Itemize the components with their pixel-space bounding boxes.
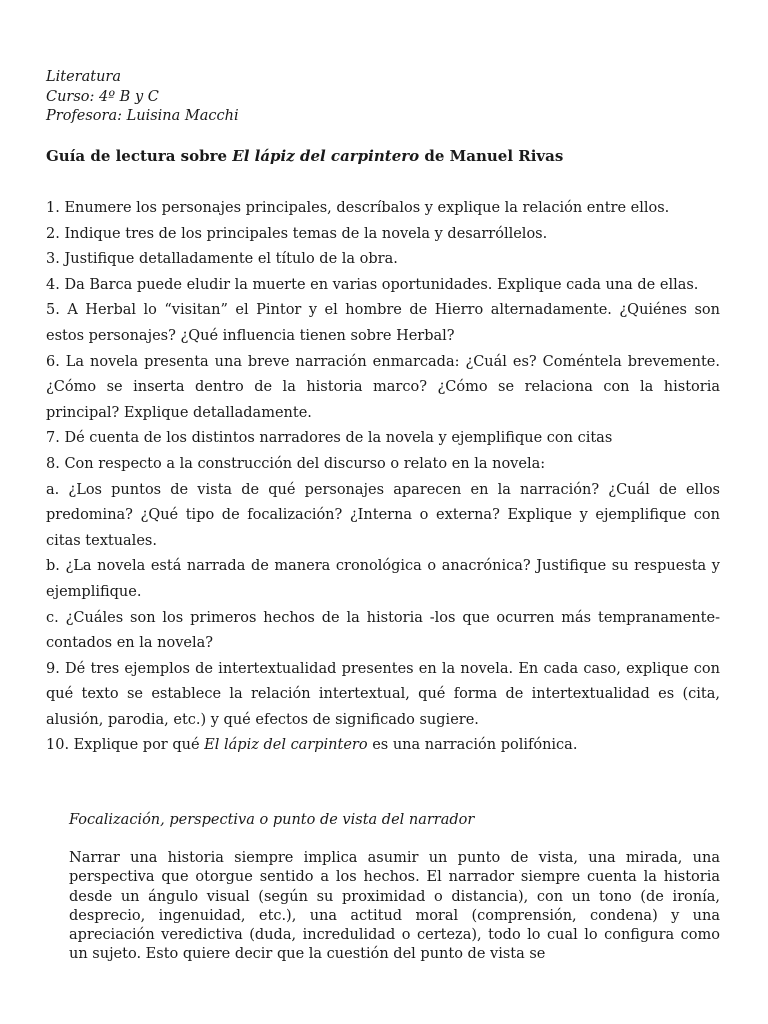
question-item: 6. La novela presenta una breve narración enmarcada: ¿Cuál es? Coméntela brevemente. ¿Cómo se inserta dentro de la historia marco? ¿Cómo se relaciona con la historia principal? Explique detalladamente.	[46, 353, 720, 421]
section-paragraph: Narrar una historia siempre implica asumir un punto de vista, una mirada, una perspectiva que otorgue sentido a los hechos. El narrador siempre cuenta la historia desde un ángulo visual (según su proximidad o distancia), con un tono (de ironía, desprecio, ingenuidad, etc.), una actitud moral (comprensión, condena) y una apreciación veredictiva (duda, incredulidad o certeza), todo lo cual lo configura como un sujeto. Esto quiere decir que la cuestión del punto de vista se	[69, 850, 720, 963]
question-list	[46, 196, 720, 759]
question-book-title: El lápiz del carpintero	[204, 737, 368, 754]
teacher-line: Profesora: Luisina Macchi	[46, 108, 239, 124]
question-item: 1. Enumere los personajes principales, descríbalos y explique la relación entre ellos.	[46, 200, 670, 216]
question-item: 9. Dé tres ejemplos de intertextualidad presentes en la novela. En cada caso, explique con qué texto se establece la relación intertextual, qué forma de intertextualidad es (cita, alusión, parodia, etc.) y qué efectos de significado sugiere.	[46, 660, 720, 728]
document-header	[46, 68, 239, 127]
question-item: 5. A Herbal lo “visitan” el Pintor y el hombre de Hierro alternadamente. ¿Quiénes son estos personajes? ¿Qué influencia tienen sobre Herbal?	[46, 302, 720, 344]
question-text: 10. Explique por qué	[46, 737, 205, 754]
title-prefix: Guía de lectura sobre	[46, 147, 233, 165]
question-item: 8. Con respecto a la construcción del discurso o relato en la novela:	[46, 455, 546, 472]
page-title	[46, 145, 563, 167]
title-suffix: de Manuel Rivas	[419, 147, 564, 165]
course-line: Curso: 4º B y C	[46, 88, 159, 105]
subject-line: Literatura	[46, 69, 121, 85]
question-item: a. ¿Los puntos de vista de qué personajes aparecen en la narración? ¿Cuál de ellos predomina? ¿Qué tipo de focalización? ¿Interna o externa? Explique y ejemplifique con citas textuales.	[46, 481, 720, 549]
question-item: 2. Indique tres de los principales temas de la novela y desarróllelos.	[46, 225, 548, 242]
question-item: 7. Dé cuenta de los distintos narradores de la novela y ejemplifique con citas	[46, 430, 613, 447]
title-book: El lápiz del carpintero	[232, 147, 420, 165]
question-item: b. ¿La novela está narrada de manera cronológica o anacrónica? Justifique su respuesta y ejemplifique.	[46, 558, 720, 600]
question-text: es una narración polifónica.	[367, 737, 578, 754]
question-item: c. ¿Cuáles son los primeros hechos de la historia -los que ocurren más tempranamente- contados en la novela?	[46, 609, 720, 652]
section-heading: Focalización, perspectiva o punto de vista del narrador	[69, 812, 475, 828]
question-item	[46, 733, 720, 759]
question-item: 3. Justifique detalladamente el título de la obra.	[46, 251, 398, 268]
question-item: 4. Da Barca puede eludir la muerte en varias oportunidades. Explique cada una de ellas.	[46, 276, 699, 293]
